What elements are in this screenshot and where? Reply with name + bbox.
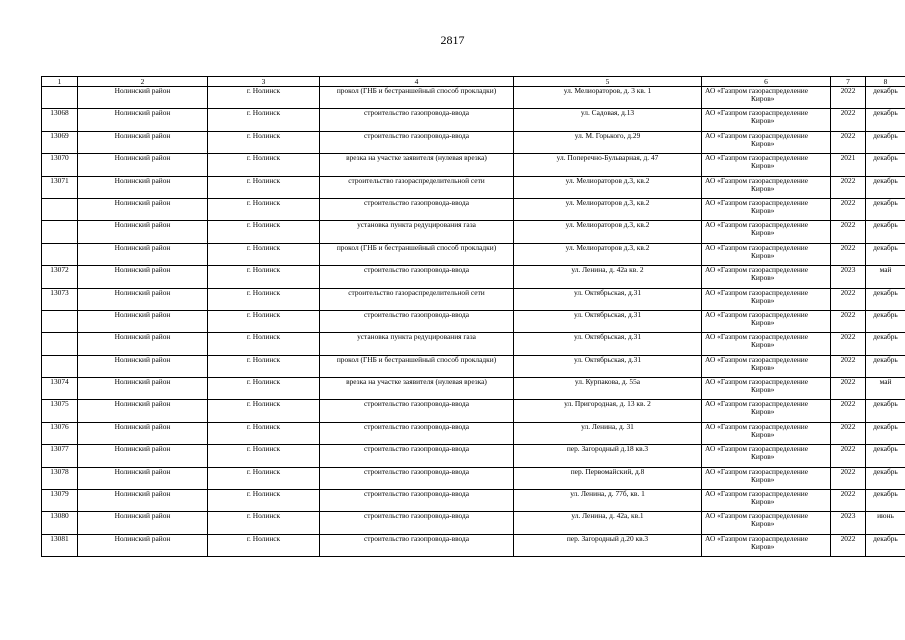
organization-cell bbox=[702, 400, 831, 422]
organization-line-1: АО «Газпром газораспределение bbox=[705, 198, 809, 207]
address-cell: ул. Мелиораторов д.3, кв.2 bbox=[514, 243, 702, 265]
district-cell: Нолинский район bbox=[78, 310, 208, 332]
work-type-cell: строительство газопровода-ввода bbox=[320, 422, 514, 444]
organization-line-1: АО «Газпром газораспределение bbox=[705, 176, 809, 185]
table-row bbox=[42, 310, 905, 332]
organization-cell bbox=[702, 512, 831, 534]
table-row bbox=[42, 490, 905, 512]
work-type-cell: строительство газопровода-ввода bbox=[320, 198, 514, 220]
address-cell: ул. Ленина, д. 42а кв. 2 bbox=[514, 266, 702, 288]
header-row bbox=[42, 77, 905, 87]
organization-cell bbox=[702, 288, 831, 310]
address-cell: ул. М. Горького, д.29 bbox=[514, 131, 702, 153]
work-type-cell: врезка на участке заявителя (нулевая врезка) bbox=[320, 154, 514, 176]
organization-cell bbox=[702, 154, 831, 176]
city-cell: г. Нолинск bbox=[208, 266, 320, 288]
city-cell: г. Нолинск bbox=[208, 445, 320, 467]
row-number-cell: 13071 bbox=[42, 176, 78, 198]
address-cell: ул. Курпакова, д. 55а bbox=[514, 378, 702, 400]
organization-line-2: Киров» bbox=[751, 362, 775, 372]
organization-cell bbox=[702, 198, 831, 220]
year-cell: 2022 bbox=[831, 467, 866, 489]
organization-cell bbox=[702, 176, 831, 198]
col-header-8: 8 bbox=[866, 77, 905, 87]
organization-line-2: Киров» bbox=[751, 138, 775, 148]
organization-line-2: Киров» bbox=[751, 116, 775, 126]
organization-cell bbox=[702, 355, 831, 377]
year-cell: 2022 bbox=[831, 378, 866, 400]
row-number-cell bbox=[42, 355, 78, 377]
district-cell: Нолинский район bbox=[78, 198, 208, 220]
table-row bbox=[42, 512, 905, 534]
table-row bbox=[42, 333, 905, 355]
organization-line-1: АО «Газпром газораспределение bbox=[705, 422, 809, 431]
month-cell: декабрь bbox=[866, 176, 905, 198]
month-cell: декабрь bbox=[866, 467, 905, 489]
organization-line-1: АО «Газпром газораспределение bbox=[705, 108, 809, 118]
work-type-cell: строительство газопровода-ввода bbox=[320, 490, 514, 512]
month-cell: декабрь bbox=[866, 198, 905, 220]
month-cell: июнь bbox=[866, 512, 905, 534]
city-cell: г. Нолинск bbox=[208, 534, 320, 556]
row-number-cell bbox=[42, 198, 78, 220]
year-cell: 2022 bbox=[831, 333, 866, 355]
gas-works-table bbox=[41, 76, 905, 557]
col-header-6: 6 bbox=[702, 77, 831, 87]
address-cell: ул. Мелиораторов, д. 3 кв. 1 bbox=[514, 87, 702, 109]
organization-line-1: АО «Газпром газораспределение bbox=[705, 86, 809, 95]
organization-cell bbox=[702, 87, 831, 109]
district-cell: Нолинский район bbox=[78, 378, 208, 400]
col-header-4: 4 bbox=[320, 77, 514, 87]
city-cell: г. Нолинск bbox=[208, 310, 320, 332]
organization-line-2: Киров» bbox=[751, 497, 775, 507]
address-cell: ул. Ленина, д. 77б, кв. 1 bbox=[514, 490, 702, 512]
city-cell: г. Нолинск bbox=[208, 221, 320, 243]
district-cell: Нолинский район bbox=[78, 288, 208, 310]
year-cell: 2022 bbox=[831, 109, 866, 131]
year-cell: 2022 bbox=[831, 221, 866, 243]
work-type-cell: строительство газопровода-ввода bbox=[320, 400, 514, 422]
city-cell: г. Нолинск bbox=[208, 378, 320, 400]
address-cell: ул. Октябрьская, д.31 bbox=[514, 310, 702, 332]
month-cell: декабрь bbox=[866, 154, 905, 176]
city-cell: г. Нолинск bbox=[208, 154, 320, 176]
row-number-cell: 13079 bbox=[42, 490, 78, 512]
organization-line-2: Киров» bbox=[751, 519, 775, 529]
address-cell: ул. Ленина, д. 31 bbox=[514, 422, 702, 444]
organization-line-1: АО «Газпром газораспределение bbox=[705, 310, 809, 319]
month-cell: декабрь bbox=[866, 87, 905, 109]
organization-line-2: Киров» bbox=[751, 273, 775, 283]
year-cell: 2023 bbox=[831, 512, 866, 534]
year-cell: 2022 bbox=[831, 198, 866, 220]
row-number-cell bbox=[42, 310, 78, 332]
organization-cell bbox=[702, 378, 831, 400]
city-cell: г. Нолинск bbox=[208, 400, 320, 422]
work-type-cell: строительство газопровода-ввода bbox=[320, 109, 514, 131]
city-cell: г. Нолинск bbox=[208, 490, 320, 512]
work-type-cell: строительство газопровода-ввода bbox=[320, 512, 514, 534]
city-cell: г. Нолинск bbox=[208, 87, 320, 109]
row-number-cell bbox=[42, 221, 78, 243]
row-number-cell: 13068 bbox=[42, 109, 78, 131]
organization-line-2: Киров» bbox=[751, 474, 775, 484]
address-cell: ул. Садовая, д.13 bbox=[514, 109, 702, 131]
year-cell: 2022 bbox=[831, 422, 866, 444]
row-number-cell: 13075 bbox=[42, 400, 78, 422]
row-number-cell bbox=[42, 333, 78, 355]
work-type-cell: строительство газораспределительной сети bbox=[320, 176, 514, 198]
year-cell: 2022 bbox=[831, 534, 866, 556]
month-cell: декабрь bbox=[866, 221, 905, 243]
month-cell: декабрь bbox=[866, 400, 905, 422]
organization-line-1: АО «Газпром газораспределение bbox=[705, 332, 809, 342]
organization-cell bbox=[702, 310, 831, 332]
organization-cell bbox=[702, 131, 831, 153]
address-cell: пер. Загородный д.18 кв.3 bbox=[514, 445, 702, 467]
organization-line-1: АО «Газпром газораспределение bbox=[705, 444, 809, 454]
month-cell: декабрь bbox=[866, 333, 905, 355]
work-type-cell: строительство газопровода-ввода bbox=[320, 467, 514, 489]
address-cell: ул. Поперечно-Бульварная, д. 47 bbox=[514, 154, 702, 176]
organization-line-1: АО «Газпром газораспределение bbox=[705, 153, 809, 163]
district-cell: Нолинский район bbox=[78, 400, 208, 422]
district-cell: Нолинский район bbox=[78, 512, 208, 534]
year-cell: 2022 bbox=[831, 288, 866, 310]
organization-cell bbox=[702, 422, 831, 444]
table-row bbox=[42, 266, 905, 288]
table-row bbox=[42, 400, 905, 422]
table-row bbox=[42, 445, 905, 467]
row-number-cell bbox=[42, 87, 78, 109]
district-cell: Нолинский район bbox=[78, 445, 208, 467]
table-row bbox=[42, 288, 905, 310]
district-cell: Нолинский район bbox=[78, 422, 208, 444]
month-cell: декабрь bbox=[866, 109, 905, 131]
table-row bbox=[42, 378, 905, 400]
address-cell: пер. Загородный д.20 кв.3 bbox=[514, 534, 702, 556]
address-cell: ул. Октябрьская, д.31 bbox=[514, 355, 702, 377]
month-cell: декабрь bbox=[866, 422, 905, 444]
work-type-cell: прокол (ГНБ и бестраншейный способ прокладки) bbox=[320, 243, 514, 265]
district-cell: Нолинский район bbox=[78, 176, 208, 198]
city-cell: г. Нолинск bbox=[208, 198, 320, 220]
col-header-7: 7 bbox=[831, 77, 866, 87]
address-cell: ул. Октябрьская, д.31 bbox=[514, 288, 702, 310]
district-cell: Нолинский район bbox=[78, 87, 208, 109]
organization-line-2: Киров» bbox=[751, 429, 775, 439]
city-cell: г. Нолинск bbox=[208, 422, 320, 444]
city-cell: г. Нолинск bbox=[208, 355, 320, 377]
row-number-cell: 13081 bbox=[42, 534, 78, 556]
table-row bbox=[42, 87, 905, 109]
table-row bbox=[42, 467, 905, 489]
district-cell: Нолинский район bbox=[78, 243, 208, 265]
organization-cell bbox=[702, 445, 831, 467]
row-number-cell: 13080 bbox=[42, 512, 78, 534]
year-cell: 2022 bbox=[831, 243, 866, 265]
year-cell: 2022 bbox=[831, 131, 866, 153]
organization-line-2: Киров» bbox=[751, 541, 775, 551]
organization-line-2: Киров» bbox=[751, 183, 775, 193]
district-cell: Нолинский район bbox=[78, 154, 208, 176]
address-cell: пер. Первомайский, д.8 bbox=[514, 467, 702, 489]
address-cell: ул. Пригородная, д. 13 кв. 2 bbox=[514, 400, 702, 422]
district-cell: Нолинский район bbox=[78, 131, 208, 153]
organization-line-1: АО «Газпром газораспределение bbox=[705, 131, 809, 140]
work-type-cell: строительство газопровода-ввода bbox=[320, 131, 514, 153]
year-cell: 2022 bbox=[831, 310, 866, 332]
district-cell: Нолинский район bbox=[78, 467, 208, 489]
month-cell: май bbox=[866, 266, 905, 288]
month-cell: декабрь bbox=[866, 288, 905, 310]
city-cell: г. Нолинск bbox=[208, 333, 320, 355]
col-header-1: 1 bbox=[42, 77, 78, 87]
table-row bbox=[42, 243, 905, 265]
district-cell: Нолинский район bbox=[78, 221, 208, 243]
row-number-cell: 13073 bbox=[42, 288, 78, 310]
row-number-cell: 13074 bbox=[42, 378, 78, 400]
table-row bbox=[42, 221, 905, 243]
organization-line-2: Киров» bbox=[751, 340, 775, 350]
col-header-2: 2 bbox=[78, 77, 208, 87]
table-row bbox=[42, 355, 905, 377]
row-number-cell: 13070 bbox=[42, 154, 78, 176]
organization-line-2: Киров» bbox=[751, 161, 775, 171]
district-cell: Нолинский район bbox=[78, 490, 208, 512]
table-row bbox=[42, 534, 905, 556]
year-cell: 2022 bbox=[831, 355, 866, 377]
organization-cell bbox=[702, 467, 831, 489]
work-type-cell: установка пункта редуцирования газа bbox=[320, 333, 514, 355]
organization-line-1: АО «Газпром газораспределение bbox=[705, 377, 809, 387]
month-cell: декабрь bbox=[866, 534, 905, 556]
city-cell: г. Нолинск bbox=[208, 512, 320, 534]
work-type-cell: прокол (ГНБ и бестраншейный способ прокладки) bbox=[320, 355, 514, 377]
work-type-cell: прокол (ГНБ и бестраншейный способ прокладки) bbox=[320, 87, 514, 109]
year-cell: 2022 bbox=[831, 176, 866, 198]
city-cell: г. Нолинск bbox=[208, 176, 320, 198]
organization-line-1: АО «Газпром газораспределение bbox=[705, 489, 809, 499]
organization-cell bbox=[702, 490, 831, 512]
page-number: 2817 bbox=[440, 33, 465, 47]
address-cell: ул. Ленина, д. 42а, кв.1 bbox=[514, 512, 702, 534]
organization-line-1: АО «Газпром газораспределение bbox=[705, 534, 809, 543]
work-type-cell: строительство газораспределительной сети bbox=[320, 288, 514, 310]
organization-cell bbox=[702, 221, 831, 243]
table-row bbox=[42, 198, 905, 220]
organization-line-2: Киров» bbox=[751, 452, 775, 462]
address-cell: ул. Мелиораторов д.3, кв.2 bbox=[514, 221, 702, 243]
address-cell: ул. Мелиораторов д.3, кв.2 bbox=[514, 176, 702, 198]
organization-line-2: Киров» bbox=[751, 205, 775, 215]
row-number-cell: 13077 bbox=[42, 445, 78, 467]
year-cell: 2022 bbox=[831, 400, 866, 422]
year-cell: 2022 bbox=[831, 445, 866, 467]
organization-cell bbox=[702, 266, 831, 288]
work-type-cell: врезка на участке заявителя (нулевая врезка) bbox=[320, 378, 514, 400]
address-cell: ул. Мелиораторов д.3, кв.2 bbox=[514, 198, 702, 220]
city-cell: г. Нолинск bbox=[208, 467, 320, 489]
month-cell: май bbox=[866, 378, 905, 400]
col-header-3: 3 bbox=[208, 77, 320, 87]
month-cell: декабрь bbox=[866, 445, 905, 467]
table-row bbox=[42, 422, 905, 444]
month-cell: декабрь bbox=[866, 490, 905, 512]
work-type-cell: строительство газопровода-ввода bbox=[320, 310, 514, 332]
work-type-cell: установка пункта редуцирования газа bbox=[320, 221, 514, 243]
table-row bbox=[42, 176, 905, 198]
row-number-cell: 13069 bbox=[42, 131, 78, 153]
month-cell: декабрь bbox=[866, 355, 905, 377]
month-cell: декабрь bbox=[866, 131, 905, 153]
table-row bbox=[42, 154, 905, 176]
organization-line-2: Киров» bbox=[751, 228, 775, 238]
table-row bbox=[42, 131, 905, 153]
district-cell: Нолинский район bbox=[78, 534, 208, 556]
year-cell: 2023 bbox=[831, 266, 866, 288]
year-cell: 2022 bbox=[831, 87, 866, 109]
year-cell: 2022 bbox=[831, 490, 866, 512]
organization-cell bbox=[702, 534, 831, 556]
organization-line-2: Киров» bbox=[751, 385, 775, 395]
organization-line-2: Киров» bbox=[751, 407, 775, 417]
month-cell: декабрь bbox=[866, 243, 905, 265]
district-cell: Нолинский район bbox=[78, 333, 208, 355]
organization-line-1: АО «Газпром газораспределение bbox=[705, 265, 809, 275]
organization-line-1: АО «Газпром газораспределение bbox=[705, 355, 809, 364]
work-type-cell: строительство газопровода-ввода bbox=[320, 534, 514, 556]
work-type-cell: строительство газопровода-ввода bbox=[320, 266, 514, 288]
month-cell: декабрь bbox=[866, 310, 905, 332]
address-cell: ул. Октябрьская, д.31 bbox=[514, 333, 702, 355]
work-type-cell: строительство газопровода-ввода bbox=[320, 445, 514, 467]
organization-line-1: АО «Газпром газораспределение bbox=[705, 467, 809, 476]
year-cell: 2021 bbox=[831, 154, 866, 176]
district-cell: Нолинский район bbox=[78, 355, 208, 377]
organization-cell bbox=[702, 333, 831, 355]
organization-line-2: Киров» bbox=[751, 250, 775, 260]
organization-line-2: Киров» bbox=[751, 94, 775, 103]
organization-line-1: АО «Газпром газораспределение bbox=[705, 288, 809, 297]
organization-line-1: АО «Газпром газораспределение bbox=[705, 399, 809, 409]
organization-line-2: Киров» bbox=[751, 317, 775, 327]
col-header-5: 5 bbox=[514, 77, 702, 87]
organization-line-1: АО «Газпром газораспределение bbox=[705, 243, 809, 252]
row-number-cell: 13072 bbox=[42, 266, 78, 288]
city-cell: г. Нолинск bbox=[208, 288, 320, 310]
organization-cell bbox=[702, 109, 831, 131]
organization-line-1: АО «Газпром газораспределение bbox=[705, 220, 809, 230]
organization-line-1: АО «Газпром газораспределение bbox=[705, 511, 809, 521]
row-number-cell bbox=[42, 243, 78, 265]
city-cell: г. Нолинск bbox=[208, 243, 320, 265]
district-cell: Нолинский район bbox=[78, 266, 208, 288]
table-row bbox=[42, 109, 905, 131]
city-cell: г. Нолинск bbox=[208, 131, 320, 153]
row-number-cell: 13076 bbox=[42, 422, 78, 444]
organization-cell bbox=[702, 243, 831, 265]
district-cell: Нолинский район bbox=[78, 109, 208, 131]
organization-line-2: Киров» bbox=[751, 295, 775, 305]
city-cell: г. Нолинск bbox=[208, 109, 320, 131]
row-number-cell: 13078 bbox=[42, 467, 78, 489]
